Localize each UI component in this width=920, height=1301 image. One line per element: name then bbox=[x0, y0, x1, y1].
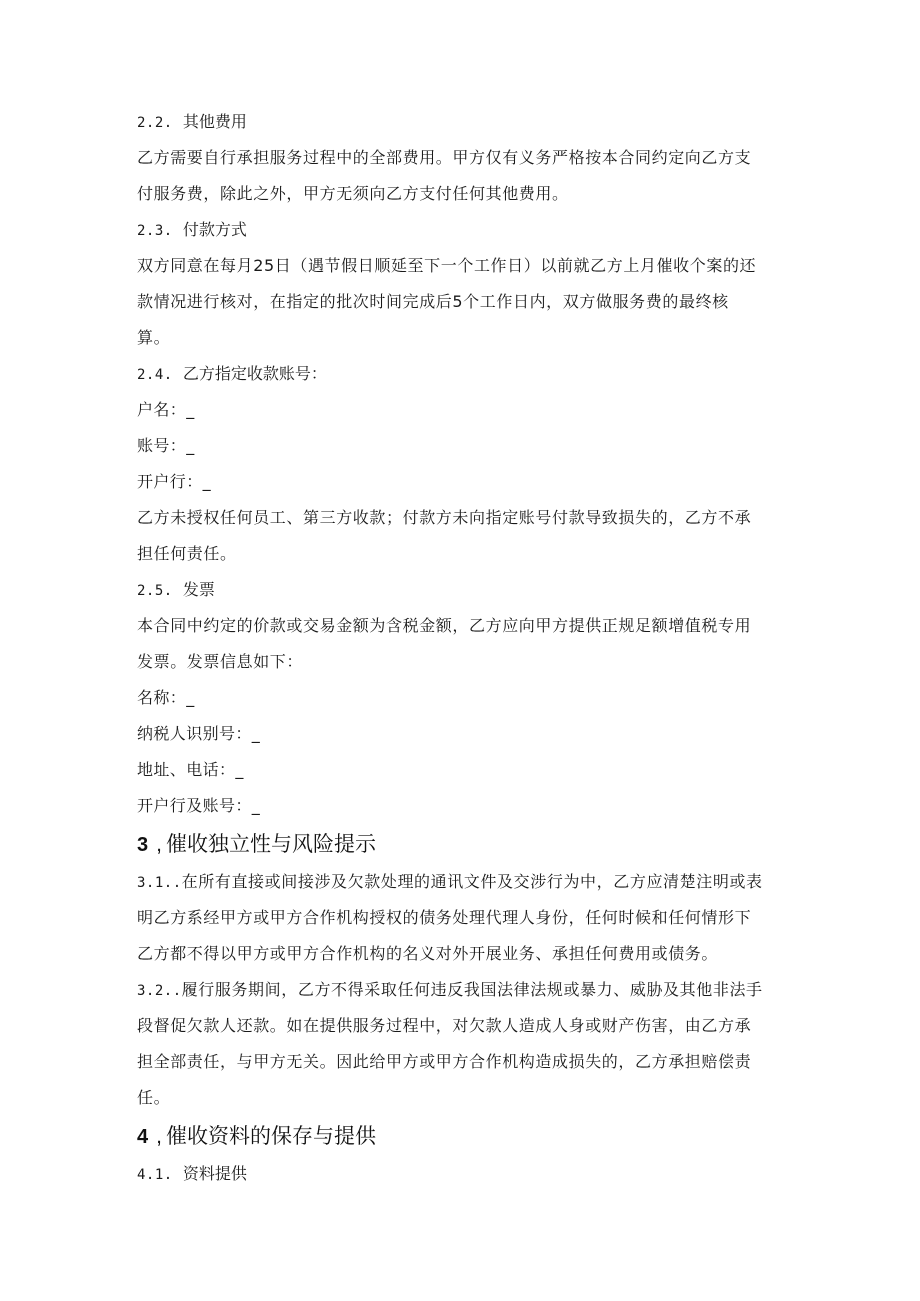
chapter-separator: , bbox=[156, 1125, 162, 1148]
field-account-number: 账号：_ bbox=[137, 436, 195, 455]
chapter-separator: , bbox=[156, 833, 162, 856]
paragraph-line: 乙方需要自行承担服务过程中的全部费用。甲方仅有义务严格按本合同约定向乙方支 bbox=[137, 148, 752, 167]
chapter-number: 3 bbox=[137, 834, 149, 856]
section-title: 资料提供 bbox=[182, 1164, 247, 1183]
chapter-number: 4 bbox=[137, 1126, 149, 1148]
chapter-title: 催收独立性与风险提示 bbox=[165, 832, 376, 856]
section-2-2-paragraph bbox=[137, 140, 787, 212]
paragraph-text: 履行服务期间，乙方不得采取任何违反我国法律法规或暴力、威胁及其他非法手 bbox=[181, 980, 763, 999]
section-3-2-paragraph bbox=[137, 972, 787, 1116]
section-title: 乙方指定收款账号： bbox=[182, 364, 327, 383]
section-title: 其他费用 bbox=[182, 112, 247, 131]
paragraph-line: 担任何责任。 bbox=[137, 544, 237, 563]
field-invoice-name: 名称：_ bbox=[137, 688, 195, 707]
paragraph-text: 在所有直接或间接涉及欠款处理的通讯文件及交涉行为中，乙方应清楚注明或表 bbox=[181, 872, 763, 891]
paragraph-line: 乙方未授权任何员工、第三方收款；付款方未向指定账号付款导致损失的，乙方不承 bbox=[137, 508, 752, 527]
paragraph-line: 付服务费，除此之外，甲方无须向乙方支付任何其他费用。 bbox=[137, 184, 569, 203]
chapter-3-heading bbox=[137, 824, 787, 864]
paragraph-line: 发票。发票信息如下： bbox=[137, 652, 304, 671]
field-address-phone: 地址、电话：_ bbox=[137, 760, 244, 779]
section-2-4-heading bbox=[137, 356, 787, 392]
section-2-5-heading bbox=[137, 572, 787, 608]
field-bank-and-account: 开户行及账号：_ bbox=[137, 796, 261, 815]
field-taxpayer-id: 纳税人识别号：_ bbox=[137, 724, 261, 743]
section-title: 发票 bbox=[182, 580, 215, 599]
paragraph-line: 款情况进行核对，在指定的批次时间完成后5个工作日内，双方做服务费的最终核 bbox=[137, 292, 729, 311]
chapter-4-heading bbox=[137, 1116, 787, 1156]
document-body bbox=[137, 104, 787, 1192]
section-2-3-heading bbox=[137, 212, 787, 248]
section-2-4-paragraph bbox=[137, 500, 787, 572]
paragraph-line bbox=[137, 972, 787, 1008]
section-number: 4.1. bbox=[137, 1167, 173, 1183]
section-2-5-paragraph bbox=[137, 608, 787, 680]
paragraph-line: 任。 bbox=[137, 1088, 171, 1107]
paragraph-line: 算。 bbox=[137, 328, 171, 347]
section-number: 2.3. bbox=[137, 223, 173, 239]
section-number: 3.1.. bbox=[137, 875, 182, 891]
field-account-name: 户名：_ bbox=[137, 400, 195, 419]
paragraph-line: 明乙方系经甲方或甲方合作机构授权的债务处理代理人身份，任何时候和任何情形下 bbox=[137, 908, 752, 927]
section-2-5-fields bbox=[137, 680, 787, 824]
field-bank: 开户行：_ bbox=[137, 472, 212, 491]
section-number: 2.2. bbox=[137, 115, 173, 131]
section-2-2-heading bbox=[137, 104, 787, 140]
section-number: 2.4. bbox=[137, 367, 173, 383]
section-number: 2.5. bbox=[137, 583, 173, 599]
paragraph-line: 段督促欠款人还款。如在提供服务过程中，对欠款人造成人身或财产伤害，由乙方承 bbox=[137, 1016, 752, 1035]
section-4-1-heading bbox=[137, 1156, 787, 1192]
chapter-title: 催收资料的保存与提供 bbox=[165, 1124, 376, 1148]
section-2-3-paragraph bbox=[137, 248, 787, 356]
paragraph-line: 本合同中约定的价款或交易金额为含税金额，乙方应向甲方提供正规足额增值税专用 bbox=[137, 616, 752, 635]
section-2-4-fields bbox=[137, 392, 787, 500]
paragraph-line: 担全部责任，与甲方无关。因此给甲方或甲方合作机构造成损失的，乙方承担赔偿责 bbox=[137, 1052, 752, 1071]
paragraph-line bbox=[137, 864, 787, 900]
paragraph-line: 双方同意在每月25日（遇节假日顺延至下一个工作日）以前就乙方上月催收个案的还 bbox=[137, 256, 757, 275]
section-number: 3.2.. bbox=[137, 983, 182, 999]
section-3-1-paragraph bbox=[137, 864, 787, 972]
section-title: 付款方式 bbox=[182, 220, 247, 239]
paragraph-line: 乙方都不得以甲方或甲方合作机构的名义对外开展业务、承担任何费用或债务。 bbox=[137, 944, 719, 963]
